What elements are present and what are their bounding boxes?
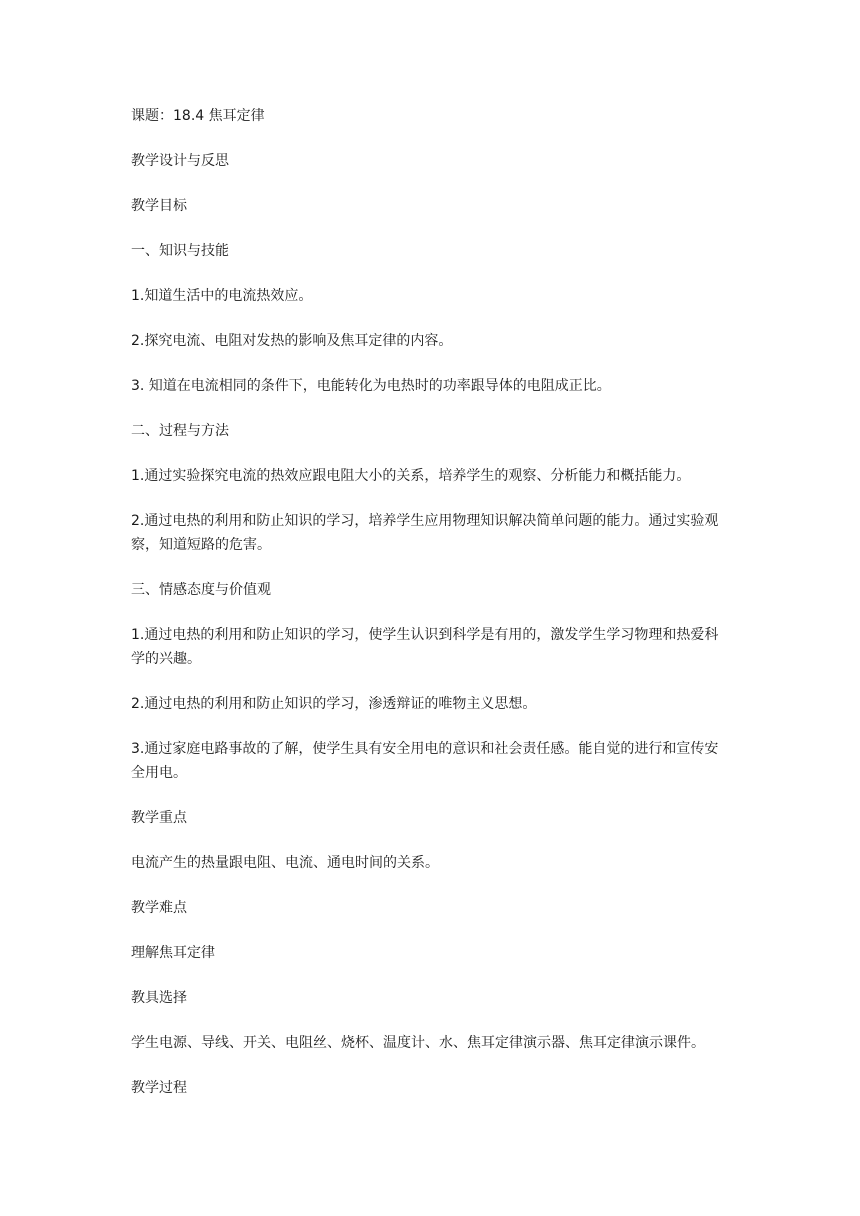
section-heading-key-points: 教学重点 <box>131 810 187 826</box>
key-points-text: 电流产生的热量跟电阻、电流、通电时间的关系。 <box>131 855 439 871</box>
document-body <box>131 104 731 1121</box>
goal-item: 1.通过实验探究电流的热效应跟电阻大小的关系，培养学生的观察、分析能力和概括能力。 <box>131 468 691 484</box>
goal-item: 1.通过电热的利用和防止知识的学习，使学生认识到科学是有用的，激发学生学习物理和热爱科学的兴趣。 <box>131 627 719 667</box>
lesson-title: 课题：18.4 焦耳定律 <box>131 108 265 124</box>
section-heading-process: 教学过程 <box>131 1080 187 1096</box>
section-heading-goals: 教学目标 <box>131 198 187 214</box>
difficulties-text: 理解焦耳定律 <box>131 945 215 961</box>
goal-item: 3.通过家庭电路事故的了解，使学生具有安全用电的意识和社会责任感。能自觉的进行和宣传安全用电。 <box>131 741 719 781</box>
section-heading-difficulties: 教学难点 <box>131 900 187 916</box>
subheading-process-method: 二、过程与方法 <box>131 423 229 439</box>
goal-item: 2.通过电热的利用和防止知识的学习，渗透辩证的唯物主义思想。 <box>131 696 537 712</box>
goal-item: 2.通过电热的利用和防止知识的学习，培养学生应用物理知识解决简单问题的能力。通过实验观察，知道短路的危害。 <box>131 513 719 553</box>
section-heading-equipment: 教具选择 <box>131 990 187 1006</box>
goal-item: 1.知道生活中的电流热效应。 <box>131 288 313 304</box>
subheading-attitude-values: 三、情感态度与价值观 <box>131 582 271 598</box>
goal-item: 3. 知道在电流相同的条件下，电能转化为电热时的功率跟导体的电阻成正比。 <box>131 378 611 394</box>
equipment-text: 学生电源、导线、开关、电阻丝、烧杯、温度计、水、焦耳定律演示器、焦耳定律演示课件。 <box>131 1035 705 1051</box>
section-heading-design: 教学设计与反思 <box>131 153 229 169</box>
goal-item: 2.探究电流、电阻对发热的影响及焦耳定律的内容。 <box>131 333 453 349</box>
subheading-knowledge-skills: 一、知识与技能 <box>131 243 229 259</box>
